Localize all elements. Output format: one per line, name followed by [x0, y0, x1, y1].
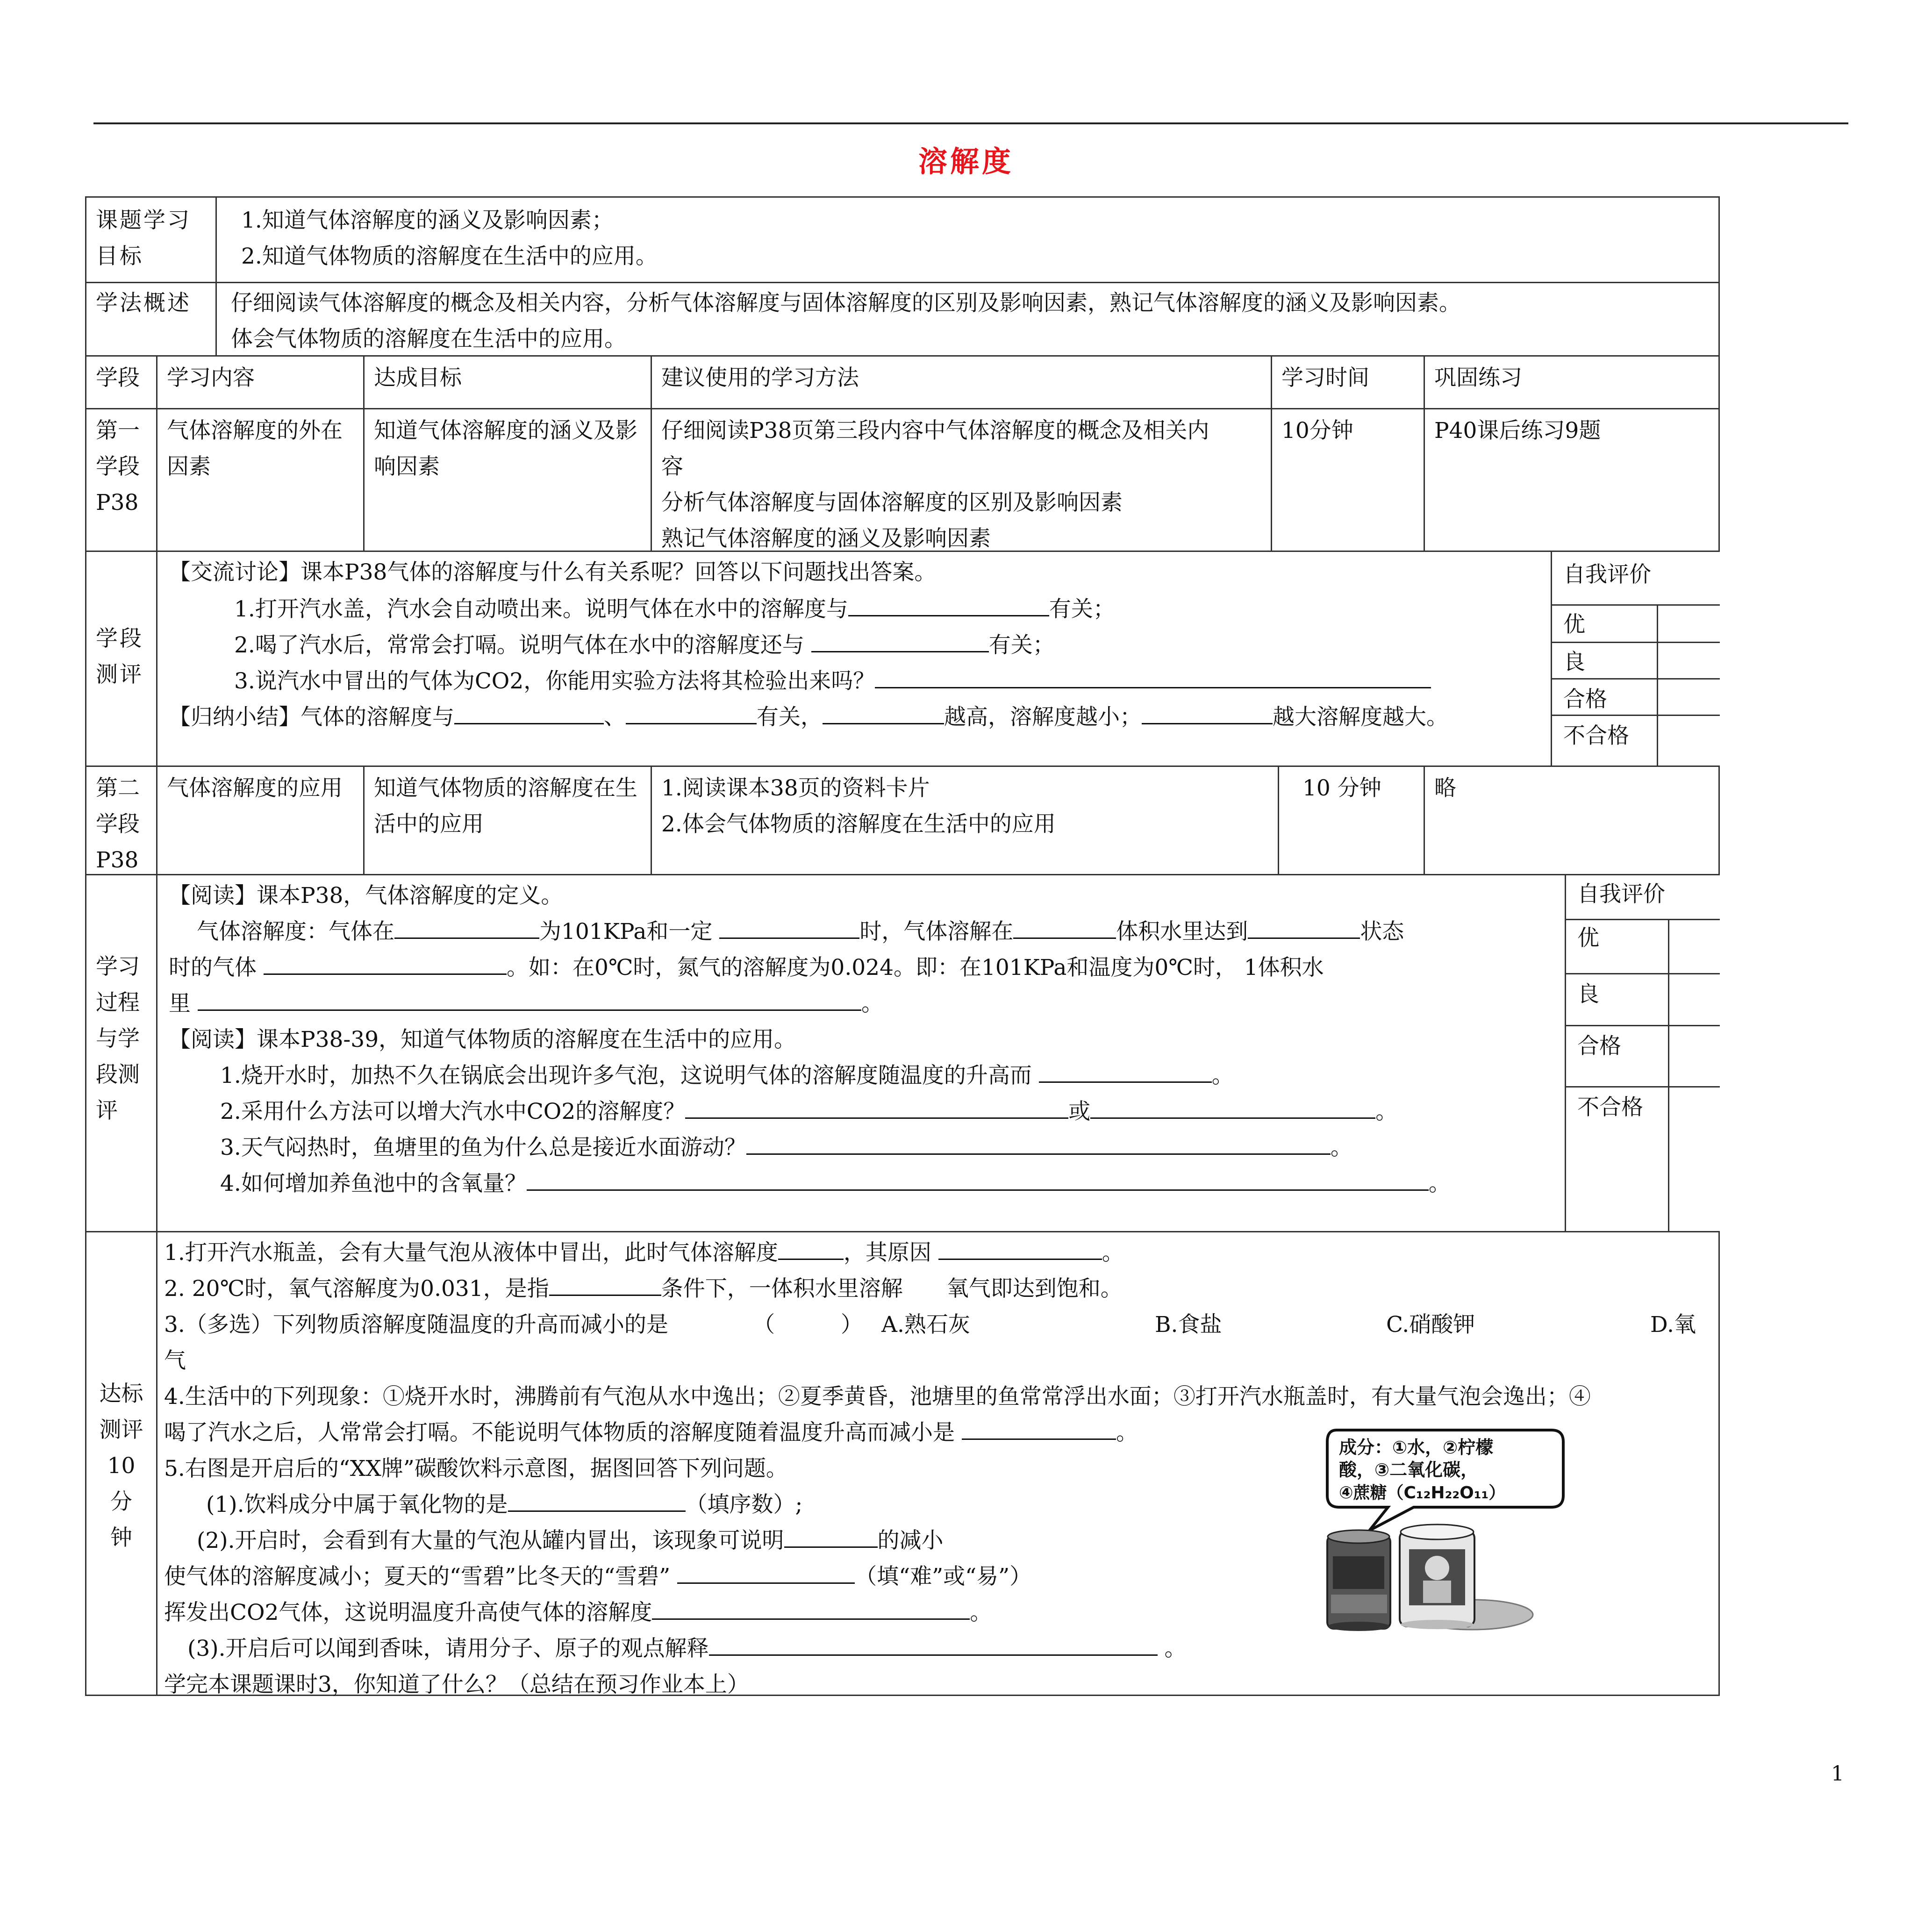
objectives-label: 课题学习目标: [85, 198, 217, 282]
stage1-methods: [652, 408, 1272, 551]
self-evaluation-1: [1552, 551, 1720, 766]
process-content: [157, 874, 1566, 1231]
answer-blank[interactable]: [1248, 916, 1360, 939]
objectives-content: [217, 198, 1720, 282]
answer-blank[interactable]: [938, 1237, 1102, 1260]
evaluation-level: 合格: [1563, 687, 1607, 712]
answer-blank[interactable]: [264, 952, 507, 975]
method-line: 体会气体物质的溶解度在生活中的应用。: [231, 326, 626, 352]
top-rule: [93, 122, 1848, 124]
answer-blank[interactable]: [848, 594, 1049, 616]
header-goal: 达成目标: [365, 355, 652, 408]
stage1-goal: 知道气体溶解度的涵义及影响因素: [365, 408, 652, 551]
answer-blank[interactable]: [549, 1273, 661, 1296]
test1-row: [85, 551, 1720, 767]
process-read-2: 【阅读】课本P38-39，知道气体物质的溶解度在生活中的应用。: [169, 1027, 796, 1052]
header-stage: 学段: [85, 355, 157, 408]
stage2-content: 气体溶解度的应用: [157, 766, 365, 874]
stage2-time: 10 分钟: [1279, 766, 1425, 874]
stage1-time: 10分钟: [1272, 408, 1425, 551]
method-item: 1.阅读课本38页的资料卡片: [661, 775, 930, 801]
process-label: 学习过程与学段测评: [85, 874, 157, 1231]
page-number: 1: [1831, 1762, 1844, 1786]
header-time: 学习时间: [1272, 355, 1425, 408]
evaluation-level: 优: [1577, 925, 1599, 951]
answer-blank[interactable]: [1013, 916, 1116, 939]
test1-label: 学段测评: [85, 551, 157, 766]
method-item: 仔细阅读P38页第三段内容中气体溶解度的概念及相关内: [661, 418, 1209, 444]
method-item: 容: [661, 454, 683, 479]
test1-q1: 1.打开汽水盖，汽水会自动喷出来。说明气体在水中的溶解度与 有关；: [164, 591, 1544, 627]
evaluation-level: 优: [1563, 612, 1585, 637]
evaluation-level: 不合格: [1563, 723, 1629, 749]
stage2-goal: 知道气体物质的溶解度在生活中的应用: [365, 766, 652, 874]
answer-blank[interactable]: [508, 1489, 686, 1512]
answer-blank[interactable]: [652, 1597, 970, 1620]
ingredients-line-2: 酸，③二氧化碳，: [1339, 1460, 1479, 1480]
stage1-row: [85, 408, 1720, 552]
answer-blank[interactable]: [719, 916, 859, 939]
process-def-line3: 里 。: [164, 986, 1558, 1022]
soda-drink-figure: [1318, 1421, 1580, 1636]
objective-item: 2.知道气体物质的溶解度在生活中的应用。: [241, 243, 658, 269]
target-q5: 5.右图是开启后的“XX牌”碳酸饮料示意图，据图回答下列问题。: [164, 1456, 788, 1481]
stage1-practice: P40课后练习9题: [1425, 408, 1720, 551]
answer-blank[interactable]: [626, 701, 757, 724]
option-d[interactable]: D.氧: [1650, 1312, 1696, 1338]
answer-blank[interactable]: [1142, 701, 1273, 724]
answer-blank[interactable]: [875, 665, 1431, 688]
evaluation-level: 良: [1563, 649, 1585, 675]
process-q3: 3.天气闷热时，鱼塘里的鱼为什么总是接近水面游动？ 。: [164, 1130, 1558, 1166]
method-item: 熟记气体溶解度的涵义及影响因素: [661, 526, 991, 551]
stage1-stage: 第一学段P38: [85, 408, 157, 551]
soda-can-right: [1400, 1524, 1474, 1629]
target-q5-1: (1).饮料成分中属于氧化物的是 （填序数）;: [164, 1487, 1712, 1523]
answer-blank[interactable]: [685, 1096, 1068, 1119]
answer-blank[interactable]: [527, 1168, 1429, 1191]
self-evaluation-2: [1566, 874, 1720, 1231]
process-def-line2: 时的气体 。如：在0℃时，氮气的溶解度为0.024。即：在101KPa和温度为0℃时， 1体积水: [164, 950, 1558, 986]
soda-can-left: [1327, 1530, 1390, 1631]
answer-blank[interactable]: [677, 1561, 855, 1584]
method-item: 2.体会气体物质的溶解度在生活中的应用: [661, 811, 1056, 837]
option-c[interactable]: C.硝酸钾: [1386, 1312, 1475, 1338]
option-b[interactable]: B.食盐: [1155, 1312, 1222, 1338]
method-label: 学法概述: [85, 280, 217, 355]
method-line: 仔细阅读气体溶解度的概念及相关内容，分析气体溶解度与固体溶解度的区别及影响因素，熟记气体溶解度的涵义及影响因素。: [231, 290, 1461, 316]
target-q3: 3.（多选）下列物质溶解度随温度的升高而减小的是 （ ） A.熟石灰 B.食盐 C.硝酸钾 D.氧: [164, 1307, 1712, 1343]
test1-intro: 【交流讨论】课本P38气体的溶解度与什么有关系呢？回答以下问题找出答案。: [169, 559, 937, 585]
target-q4-line1: 4.生活中的下列现象：①烧开水时，沸腾前有气泡从水中逸出；②夏季黄昏，池塘里的鱼常常浮出水面；③打开汽水瓶盖时，有大量气泡会逸出；④: [164, 1384, 1591, 1410]
answer-blank[interactable]: [778, 1237, 844, 1260]
target-q5-2c: 挥发出CO2气体，这说明温度升高使气体的溶解度 。: [164, 1595, 1712, 1631]
target-label: 达标 测评 10 分 钟: [85, 1231, 157, 1695]
target-q3-wrap: 气: [164, 1348, 186, 1374]
target-q4-line2: 喝了汽水之后，人常常会打嗝。不能说明气体物质的溶解度随着温度升高而减小是 。: [164, 1415, 1712, 1451]
answer-blank[interactable]: [811, 630, 989, 652]
answer-blank[interactable]: [198, 988, 861, 1011]
header-practice: 巩固练习: [1425, 355, 1720, 408]
stage2-stage: 第二学段P38: [85, 766, 157, 874]
stage1-content: 气体溶解度的外在因素: [157, 408, 365, 551]
evaluation-level: 不合格: [1577, 1095, 1643, 1120]
test1-q3: 3.说汽水中冒出的气体为CO2，你能用实验方法将其检验出来吗？: [164, 663, 1544, 699]
stage2-row: [85, 766, 1720, 875]
header-row: [85, 355, 1720, 409]
method-row: [85, 280, 1720, 357]
answer-blank[interactable]: [1039, 1060, 1212, 1083]
objectives-row: [85, 196, 1720, 283]
evaluation-level: 良: [1577, 981, 1599, 1007]
process-q4: 4.如何增加养鱼池中的含氧量？ 。: [164, 1166, 1558, 1202]
ingredients-line-3: ④蔗糖（C₁₂H₂₂O₁₁）: [1339, 1483, 1506, 1503]
process-q2: 2.采用什么方法可以增大汽水中CO2的溶解度？ 或 。: [164, 1094, 1558, 1130]
answer-blank[interactable]: [1090, 1096, 1375, 1119]
header-content: 学习内容: [157, 355, 365, 408]
test1-content: [157, 551, 1552, 766]
target-summary: 学完本课题课时3，你知道了什么？（总结在预习作业本上）: [164, 1672, 749, 1697]
target-q5-2b: 使气体的溶解度减小；夏天的“雪碧”比冬天的“雪碧” （填“难”或“易”）: [164, 1559, 1712, 1595]
option-a[interactable]: A.熟石灰: [881, 1312, 970, 1338]
objective-item: 1.知道气体溶解度的涵义及影响因素；: [241, 208, 614, 233]
stage2-methods: [652, 766, 1279, 874]
evaluation-title: 自我评价: [1577, 881, 1665, 907]
test1-summary: 【归纳小结】气体的溶解度与 、 有关， 越高，溶解度越小； 越大溶解度越大。: [164, 699, 1544, 735]
evaluation-level: 合格: [1577, 1033, 1621, 1059]
answer-blank[interactable]: [962, 1417, 1116, 1440]
answer-blank[interactable]: [746, 1132, 1331, 1155]
answer-blank[interactable]: [709, 1633, 1158, 1656]
target-q1: 1.打开汽水瓶盖，会有大量气泡从液体中冒出，此时气体溶解度 ，其原因 。: [164, 1235, 1712, 1271]
header-method: 建议使用的学习方法: [652, 355, 1272, 408]
evaluation-title: 自我评价: [1563, 562, 1651, 587]
answer-blank[interactable]: [454, 701, 604, 724]
method-content: [217, 280, 1720, 355]
answer-blank[interactable]: [784, 1525, 878, 1548]
process-def-line1: 气体溶解度：气体在 为101KPa和一定 时，气体溶解在 体积水里达到 状态: [164, 914, 1558, 950]
process-q1: 1.烧开水时，加热不久在锅底会出现许多气泡，这说明气体的溶解度随温度的升高而 。: [164, 1058, 1558, 1094]
answer-blank[interactable]: [394, 916, 539, 939]
test1-q2: 2.喝了汽水后，常常会打嗝。说明气体在水中的溶解度还与 有关；: [164, 627, 1544, 663]
target-q5-3: (3).开启后可以闻到香味，请用分子、原子的观点解释 。: [164, 1631, 1712, 1667]
target-q2: 2. 20℃时，氧气溶解度为0.031，是指 条件下，一体积水里溶解 氧气即达到饱和。: [164, 1271, 1712, 1307]
answer-blank[interactable]: [823, 701, 944, 724]
page-title: 溶解度: [918, 144, 1014, 179]
process-row: [85, 874, 1720, 1232]
process-read-1: 【阅读】课本P38，气体溶解度的定义。: [169, 883, 563, 909]
target-q5-2: (2).开启时，会看到有大量的气泡从罐内冒出，该现象可说明 的减小: [164, 1523, 1712, 1559]
ingredients-line-1: 成分：①水，②柠檬: [1339, 1437, 1494, 1458]
method-item: 分析气体溶解度与固体溶解度的区别及影响因素: [661, 490, 1123, 515]
stage2-practice: 略: [1425, 766, 1720, 874]
